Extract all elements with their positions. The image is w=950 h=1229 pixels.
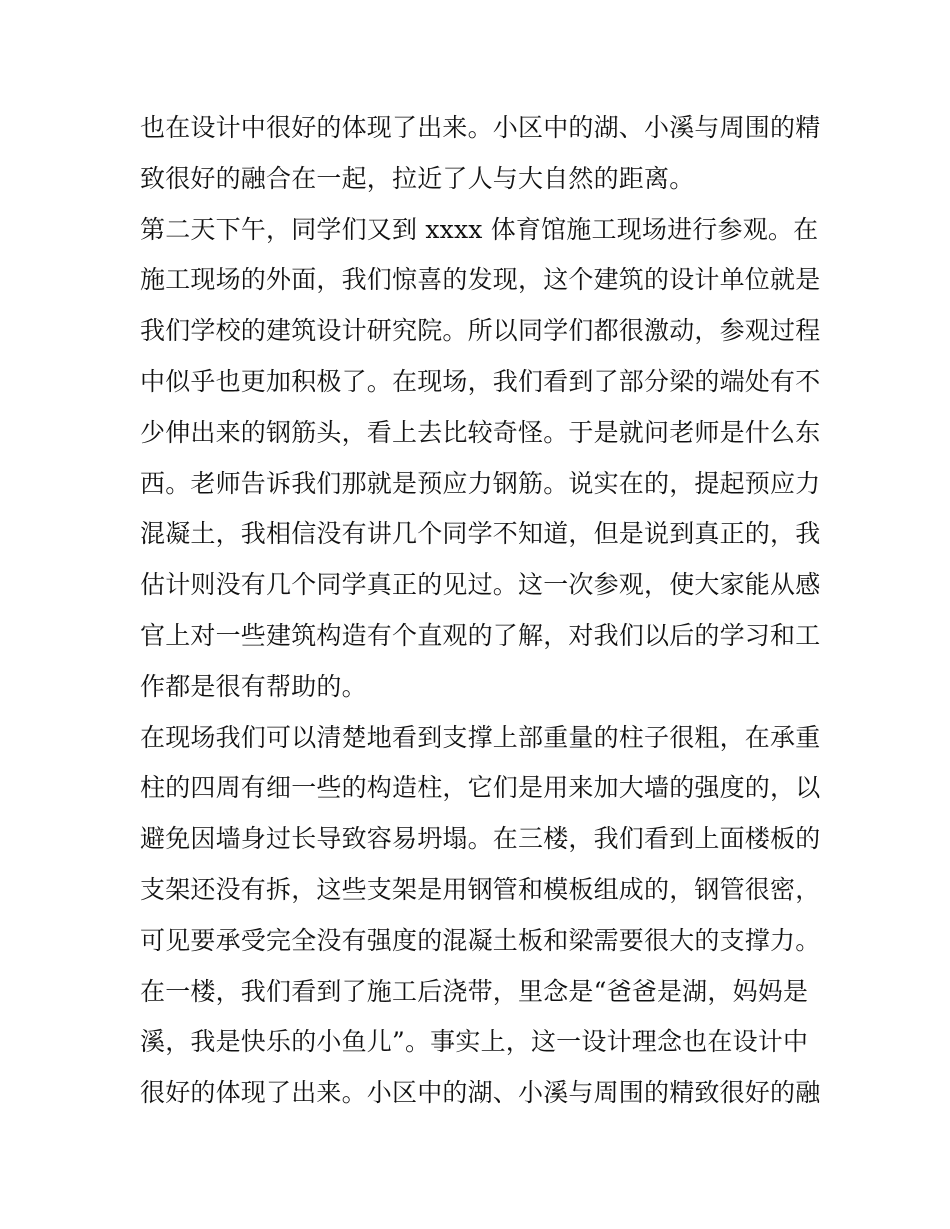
text-line-16: 支架还没有拆，这些支架是用钢管和模板组成的，钢管很密，: [140, 874, 821, 904]
text-line-15: 避免因墙身过长导致容易坍塌。在三楼，我们看到上面楼板的: [140, 824, 821, 854]
text-line-11: 官上对一些建筑构造有个直观的了解，对我们以后的学习和工: [140, 620, 821, 650]
text-line-5: 我们学校的建筑设计研究院。所以同学们都很激动，参观过程: [140, 316, 821, 346]
text-line-1: 也在设计中很好的体现了出来。小区中的湖、小溪与周围的精: [140, 113, 821, 142]
text-line-3: 第二天下午，同学们又到 xxxx 体育馆施工现场进行参观。在: [140, 214, 819, 244]
text-line-2: 致很好的融合在一起，拉近了人与大自然的距离。: [140, 163, 695, 193]
text-line-10: 估计则没有几个同学真正的见过。这一次参观，使大家能从感: [140, 570, 821, 600]
text-line-19: 溪，我是快乐的小鱼儿”。事实上，这一设计理念也在设计中: [140, 1027, 809, 1057]
text-line-14: 柱的四周有细一些的构造柱，它们是用来加大墙的强度的，以: [140, 773, 821, 803]
text-line-17: 可见要承受完全没有强度的混凝土板和梁需要很大的支撑力。: [140, 925, 821, 955]
text-line-6: 中似乎也更加积极了。在现场，我们看到了部分梁的端处有不: [140, 366, 821, 396]
text-line-9: 混凝土，我相信没有讲几个同学不知道，但是说到真正的，我: [140, 519, 821, 549]
text-line-20: 很好的体现了出来。小区中的湖、小溪与周围的精致很好的融: [140, 1078, 821, 1108]
body-text: [140, 103, 820, 1119]
text-line-18: 在一楼，我们看到了施工后浇带，里念是“爸爸是湖，妈妈是: [140, 976, 809, 1006]
text-line-8: 西。老师告诉我们那就是预应力钢筋。说实在的，提起预应力: [140, 468, 821, 498]
text-line-12: 作都是很有帮助的。: [140, 671, 367, 701]
text-line-13: 在现场我们可以清楚地看到支撑上部重量的柱子很粗，在承重: [140, 722, 821, 752]
text-line-4: 施工现场的外面，我们惊喜的发现，这个建筑的设计单位就是: [140, 265, 821, 295]
text-line-7: 少伸出来的钢筋头，看上去比较奇怪。于是就问老师是什么东: [140, 417, 821, 447]
